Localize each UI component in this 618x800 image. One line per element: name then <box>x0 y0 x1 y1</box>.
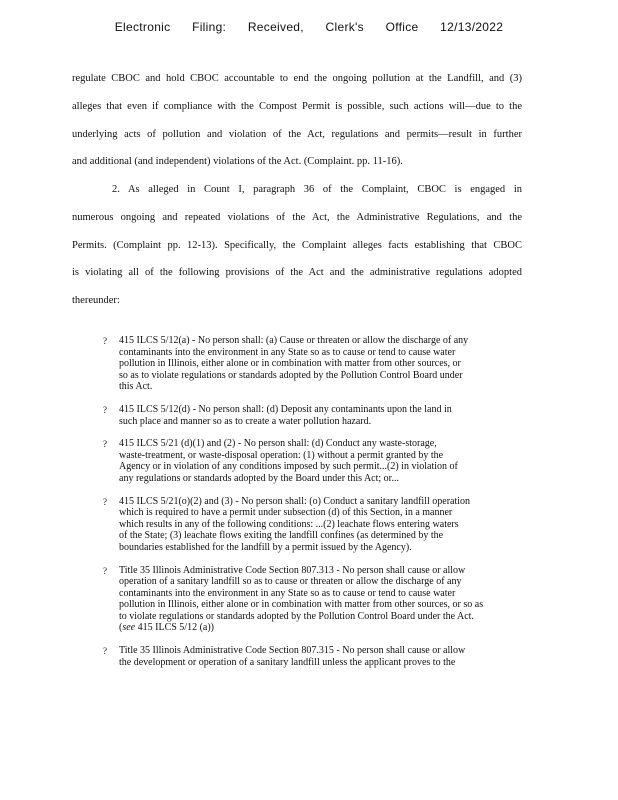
header-date: 12/13/2022 <box>440 20 504 34</box>
text-line: underlying acts of pollution and violation of the Act, regulations and permits—result in further <box>72 128 522 140</box>
list-item <box>103 565 563 635</box>
header-word: Received, <box>247 20 304 34</box>
header-word: Office <box>385 20 419 34</box>
list-item <box>103 335 563 393</box>
list-line: pollution in Illinois, either alone or in combination with matter from other sources, or so as <box>119 599 484 611</box>
header-word: Electronic <box>114 20 171 34</box>
citation-text: 415 ILCS 5/12 (a)) <box>137 622 215 634</box>
text-line: alleges that even if compliance with the Compost Permit is possible, such actions will—due to the <box>72 100 522 112</box>
text-line: 2. As alleged in Count I, paragraph 36 of the Complaint, CBOC is engaged in <box>112 184 522 195</box>
list-line-citation <box>119 622 563 634</box>
text-line: numerous ongoing and repeated violations of the Act, the Administrative Regulations, and the <box>72 211 522 223</box>
bullet-marker: ? <box>103 439 107 450</box>
list-line: so as to violate regulations or standards adopted by the Pollution Control Board under <box>119 369 463 381</box>
list-line: boundaries established for the landfill by a permit issued by the Agency). <box>119 541 412 553</box>
list-line: any regulations or standards adopted by the Board under this Act; or... <box>119 472 399 484</box>
list-line: contaminants into the environment in any State so as to cause or tend to cause water <box>119 346 456 358</box>
text-line: Permits. (Complaint pp. 12-13). Specifically, the Complaint alleges facts establishing that CBOC <box>72 239 522 251</box>
list-item <box>103 496 563 554</box>
bullet-marker: ? <box>103 565 107 576</box>
header-word: Clerk's <box>325 20 364 34</box>
text-line: is violating all of the following provisions of the Act and the administrative regulations adopted <box>72 267 522 279</box>
text-line: and additional (and independent) violations of the Act. (Complaint. pp. 11-16). <box>72 156 403 168</box>
list-line: 415 ILCS 5/12(a) - No person shall: (a) Cause or threaten or allow the discharge of any <box>119 335 469 346</box>
list-line: 415 ILCS 5/21(o)(2) and (3) - No person shall: (o) Conduct a sanitary landfill operation <box>119 495 471 507</box>
paragraph-1 <box>72 72 522 183</box>
list-line: such place and manner so as to create a water pollution hazard. <box>119 415 372 427</box>
bullet-marker: ? <box>103 496 107 507</box>
list-line: pollution in Illinois, either alone or in combination with matter from other sources, or <box>119 358 461 370</box>
paragraph-2 <box>72 183 522 322</box>
bullet-marker: ? <box>103 646 107 657</box>
text-line: regulate CBOC and hold CBOC accountable to end the ongoing pollution at the Landfill, and (3) <box>72 73 522 84</box>
efiling-header <box>0 20 618 34</box>
list-line: contaminants into the environment in any State so as to cause or tend to cause water <box>119 587 456 599</box>
list-item <box>103 438 563 484</box>
list-line: Agency or in violation of any conditions imposed by such permit...(2) in violation of <box>119 461 458 473</box>
list-line: 415 ILCS 5/12(d) - No person shall: (d) Deposit any contaminants upon the land in <box>119 403 452 415</box>
citation-open-paren: ( <box>119 622 123 634</box>
list-line: operation of a sanitary landfill so as to cause or threaten or allow the discharge of any <box>119 576 462 588</box>
list-line: 415 ILCS 5/21 (d)(1) and (2) - No person shall: (d) Conduct any waste-storage, <box>119 438 437 450</box>
list-item <box>103 645 563 668</box>
list-line: to violate regulations or standards adopted by the Pollution Control Board under the Act. <box>119 610 474 622</box>
text-line: thereunder: <box>72 295 120 307</box>
bullet-marker: ? <box>103 404 107 415</box>
list-line: this Act. <box>119 381 153 393</box>
see-signal: see <box>122 622 136 634</box>
provisions-list <box>103 335 563 679</box>
list-line: Title 35 Illinois Administrative Code Section 807.313 - No person shall cause or allow <box>119 564 466 576</box>
bullet-marker: ? <box>103 336 107 346</box>
list-line: waste-treatment, or waste-disposal operation: (1) without a permit granted by the <box>119 449 444 461</box>
header-word: Filing: <box>192 20 227 34</box>
list-line: which is required to have a permit under subsection (d) of this Section, in a manner <box>119 507 453 519</box>
list-line: of the State; (3) leachate flows exiting the landfill confines (as determined by the <box>119 530 444 542</box>
list-line: the development or operation of a sanitary landfill unless the applicant proves to the <box>119 656 456 668</box>
list-line: which results in any of the following conditions: ...(2) leachate flows entering waters <box>119 518 459 530</box>
list-line: Title 35 Illinois Administrative Code Section 807.315 - No person shall cause or allow <box>119 645 466 657</box>
list-item <box>103 404 563 427</box>
